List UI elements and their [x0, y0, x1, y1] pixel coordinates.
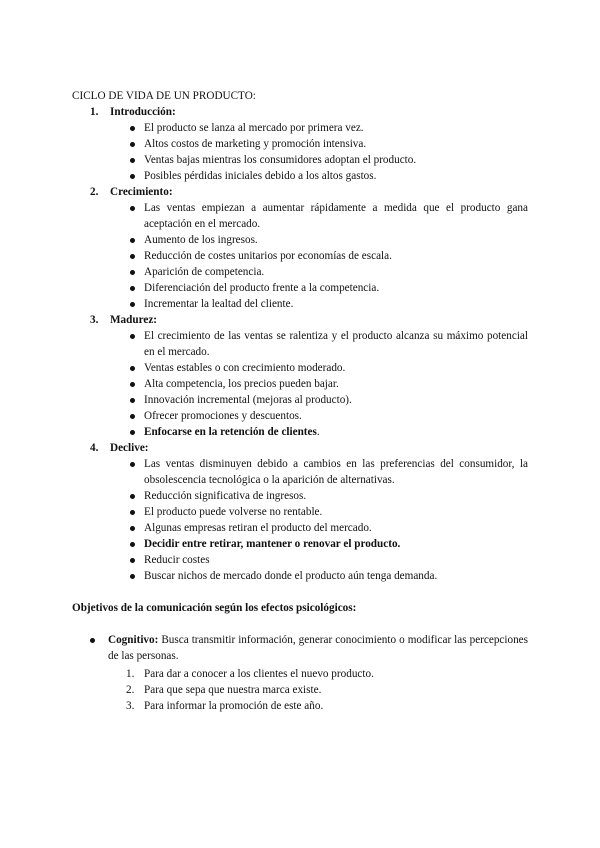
item-number: 2. — [126, 684, 135, 696]
list-item: Innovación incremental (mejoras al producto). — [126, 392, 528, 408]
stage-4-list — [126, 456, 528, 584]
list-item: Algunas empresas retiran el producto del mercado. — [126, 520, 528, 536]
item-number: 1. — [126, 668, 135, 680]
list-item: El producto se lanza al mercado por primera vez. — [126, 120, 528, 136]
list-item: Aparición de competencia. — [126, 264, 528, 280]
list-item: Incrementar la lealtad del cliente. — [126, 296, 528, 312]
list-item: Reducción significativa de ingresos. — [126, 488, 528, 504]
stage-3-list — [126, 328, 528, 440]
list-item: Posibles pérdidas iniciales debido a los altos gastos. — [126, 168, 528, 184]
stage-heading-declive — [90, 440, 149, 456]
objectives-heading: Objetivos de la comunicación según los efectos psicológicos: — [72, 602, 357, 614]
cognitive-description: Busca transmitir información, generar conocimiento o modificar las percepciones de las personas. — [108, 634, 528, 662]
item-text: Para que sepa que nuestra marca existe. — [144, 684, 322, 696]
list-item: Aumento de los ingresos. — [126, 232, 528, 248]
list-item — [126, 682, 374, 698]
stage-name: Crecimiento: — [110, 186, 173, 198]
item-text: Para informar la promoción de este año. — [144, 700, 324, 712]
emphasis-text: Enfocarse en la retención de clientes — [144, 426, 317, 438]
stage-name: Declive: — [110, 442, 149, 454]
list-item: Reducción de costes unitarios por economías de escala. — [126, 248, 528, 264]
stage-heading-madurez — [90, 312, 157, 328]
list-item: El crecimiento de las ventas se ralentiza y el producto alcanza su máximo potencial en el mercado. — [126, 328, 528, 360]
list-item: Ventas bajas mientras los consumidores adoptan el producto. — [126, 152, 528, 168]
list-item: Decidir entre retirar, mantener o renovar el producto. — [126, 536, 528, 552]
cognitive-label: Cognitivo: — [108, 634, 159, 646]
stage-number: 4. — [90, 442, 99, 454]
cognitive-examples-list — [126, 666, 374, 714]
list-item: Ventas estables o con crecimiento moderado. — [126, 360, 528, 376]
list-item: Las ventas empiezan a aumentar rápidamente a medida que el producto gana aceptación en el mercado. — [126, 200, 528, 232]
stage-1-list — [126, 120, 528, 184]
stage-heading-crecimiento — [90, 184, 173, 200]
list-item: Altos costos de marketing y promoción intensiva. — [126, 136, 528, 152]
list-item: Las ventas disminuyen debido a cambios en las preferencias del consumidor, la obsolescencia tecnológica o la aparición de alternativas. — [126, 456, 528, 488]
stage-number: 3. — [90, 314, 99, 326]
list-item: Reducir costes — [126, 552, 528, 568]
list-item: Buscar nichos de mercado donde el producto aún tenga demanda. — [126, 568, 528, 584]
list-item: El producto puede volverse no rentable. — [126, 504, 528, 520]
list-item — [126, 698, 374, 714]
stage-2-list — [126, 200, 528, 312]
bullet-icon — [90, 638, 95, 643]
list-item: Ofrecer promociones y descuentos. — [126, 408, 528, 424]
list-item — [126, 424, 528, 440]
stage-name: Introducción: — [110, 106, 176, 118]
stage-number: 2. — [90, 186, 99, 198]
item-number: 3. — [126, 700, 135, 712]
stage-number: 1. — [90, 106, 99, 118]
stage-heading-introduccion — [90, 104, 176, 120]
stage-name: Madurez: — [110, 314, 158, 326]
cognitive-item — [90, 632, 528, 664]
item-text: Para dar a conocer a los clientes el nuevo producto. — [144, 668, 374, 680]
cognitive-text — [108, 632, 528, 664]
list-item: Diferenciación del producto frente a la competencia. — [126, 280, 528, 296]
document-title: CICLO DE VIDA DE UN PRODUCTO: — [72, 90, 256, 102]
list-item — [126, 666, 374, 682]
list-item: Alta competencia, los precios pueden bajar. — [126, 376, 528, 392]
suffix-text: . — [316, 426, 320, 438]
